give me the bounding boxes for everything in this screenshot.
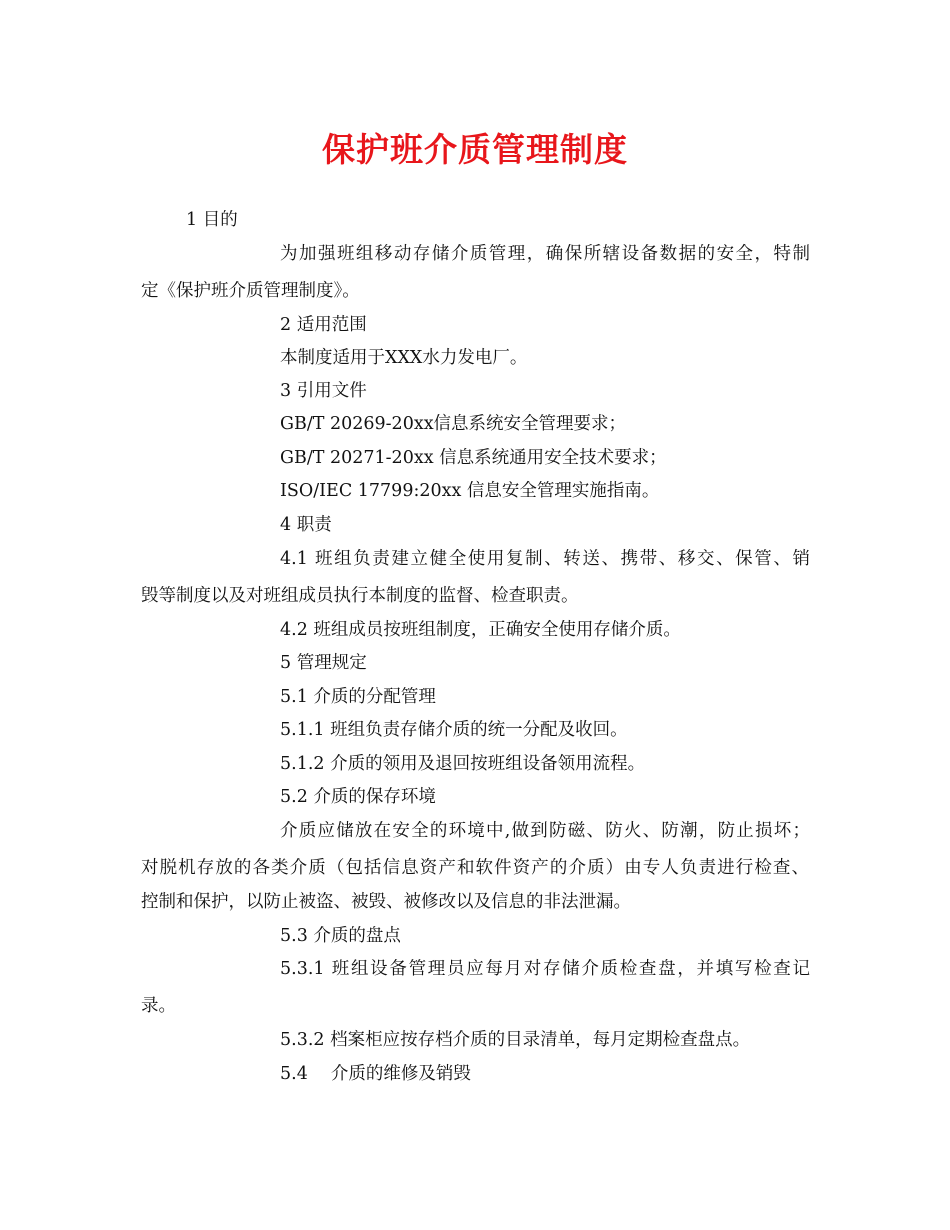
subsection-heading: 5.4 介质的维修及销毁 [280,1064,471,1084]
reference-item: ISO/IEC 17799:20xx 信息安全管理实施指南。 [280,481,660,501]
paragraph-line: 4.1 班组负责建立健全使用复制、转送、携带、移交、保管、销 [280,549,810,569]
section-heading-scope: 2 适用范围 [280,315,367,335]
paragraph-line: 介质应储放在安全的环境中,做到防磁、防火、防潮，防止损坏； [280,821,810,841]
paragraph-line: 本制度适用于XXX水力发电厂。 [280,348,528,368]
section-heading-references: 3 引用文件 [280,381,367,401]
paragraph-line: 录。 [141,996,176,1016]
paragraph-line: 定《保护班介质管理制度》。 [141,281,360,301]
subsection-heading: 5.2 介质的保存环境 [280,787,436,807]
section-heading-management: 5 管理规定 [280,653,367,673]
paragraph-line: 5.1.2 介质的领用及退回按班组设备领用流程。 [280,754,646,774]
paragraph-line: 毁等制度以及对班组成员执行本制度的监督、检查职责。 [141,586,579,606]
reference-item: GB/T 20271-20xx 信息系统通用安全技术要求； [280,448,667,468]
subsection-heading: 5.3 介质的盘点 [280,926,401,946]
paragraph-line: 5.3.1 班组设备管理员应每月对存储介质检查盘，并填写检查记 [280,959,810,979]
subsection-heading: 5.1 介质的分配管理 [280,687,436,707]
paragraph-line: 5.1.1 班组负责存储介质的统一分配及收回。 [280,720,628,740]
section-heading-duties: 4 职责 [280,515,332,535]
paragraph-line: 为加强班组移动存储介质管理，确保所辖设备数据的安全，特制 [280,244,810,264]
document-title: 保护班介质管理制度 [322,130,628,169]
section-heading-purpose: 1 目的 [186,210,238,230]
paragraph-line: 4.2 班组成员按班组制度，正确安全使用存储介质。 [280,620,681,640]
paragraph-line: 控制和保护，以防止被盗、被毁、被修改以及信息的非法泄漏。 [141,892,631,912]
reference-item: GB/T 20269-20xx信息系统安全管理要求； [280,414,627,434]
paragraph-line: 5.3.2 档案柜应按存档介质的目录清单，每月定期检查盘点。 [280,1030,751,1050]
paragraph-line: 对脱机存放的各类介质（包括信息资产和软件资产的介质）由专人负责进行检查、 [141,858,809,878]
